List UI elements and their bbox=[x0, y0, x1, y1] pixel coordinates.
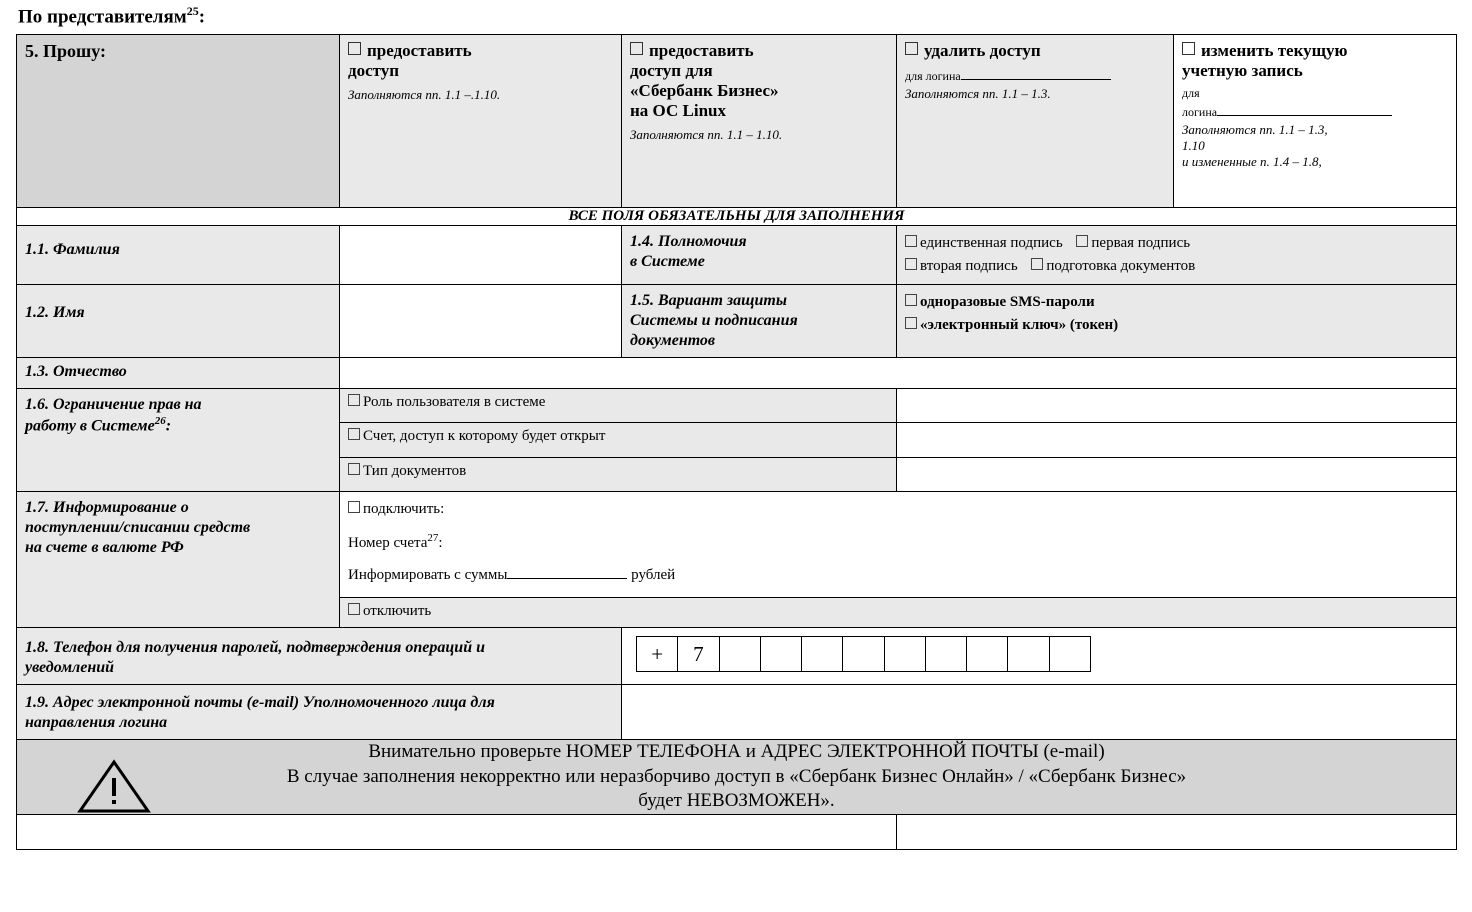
notifications-amount-line[interactable] bbox=[507, 566, 627, 579]
change-account-note-3: и измененные п. 1.4 – 1.8, bbox=[1182, 154, 1322, 169]
page-title bbox=[18, 4, 205, 28]
protection-option-token[interactable]: «электронный ключ» (токен) bbox=[905, 314, 1448, 337]
warning-line-3: будет НЕВОЗМОЖЕН». bbox=[638, 790, 835, 812]
row-surname-authority bbox=[17, 226, 1457, 285]
warning-line-2: В случае заполнения некорректно или неразборчиво доступ в «Сбербанк Бизнес Онлайн» / «Сбербанк Бизнес» bbox=[286, 765, 1187, 787]
field-protection-label-cell bbox=[622, 285, 897, 358]
warning-banner bbox=[17, 740, 1457, 815]
option-delete-access-title: удалить доступ bbox=[905, 41, 1165, 61]
phone-digit-cell[interactable] bbox=[843, 637, 884, 671]
field-name-label-cell bbox=[17, 285, 340, 358]
field-authority-label-cell bbox=[622, 226, 897, 285]
phone-number-boxes[interactable] bbox=[636, 636, 1091, 672]
field-email-label-cell bbox=[17, 685, 622, 740]
phone-digit-cell[interactable] bbox=[1050, 637, 1090, 671]
rights-limit-row-label-2[interactable]: Тип документов bbox=[340, 457, 897, 491]
protection-option-sms[interactable]: одноразовые SMS-пароли bbox=[905, 291, 1448, 314]
option-change-account[interactable] bbox=[1174, 35, 1457, 208]
change-account-login: логина bbox=[1182, 103, 1448, 120]
option-grant-access-linux-title: предоставить доступ для «Сбербанк Бизнес» на ОС Linux bbox=[630, 41, 779, 120]
option-grant-access[interactable] bbox=[340, 35, 622, 208]
phone-digit-cell[interactable] bbox=[802, 637, 843, 671]
warning-line-1: Внимательно проверьте НОМЕР ТЕЛЕФОНА и АДРЕС ЭЛЕКТРОННОЙ ПОЧТЫ (e-mail) bbox=[368, 741, 1105, 762]
phone-digit-cell[interactable]: 7 bbox=[678, 637, 719, 671]
phone-digit-cell[interactable] bbox=[885, 637, 926, 671]
checkbox-notifications-connect[interactable] bbox=[348, 501, 360, 513]
rights-limit-row-label-1[interactable]: Счет, доступ к которому будет открыт bbox=[340, 423, 897, 457]
row-notifications-connect bbox=[17, 492, 1457, 598]
checkbox-grant-access-linux[interactable] bbox=[630, 42, 643, 55]
field-surname-label: 1.1. Фамилия bbox=[25, 241, 120, 258]
field-protection-options-cell bbox=[897, 285, 1457, 358]
authority-options-row-2: вторая подпись подготовка документов bbox=[905, 255, 1448, 278]
row-section5 bbox=[17, 35, 1457, 208]
field-patronymic-label: 1.3. Отчество bbox=[25, 363, 127, 380]
option-grant-access-linux[interactable] bbox=[622, 35, 897, 208]
bottom-strip-right bbox=[897, 815, 1457, 850]
checkbox-notifications-disconnect[interactable] bbox=[348, 603, 360, 615]
phone-prefix-cell: + bbox=[637, 637, 678, 671]
field-rights-limit-label-cell bbox=[17, 389, 340, 492]
change-account-login-label-1: для bbox=[1182, 86, 1200, 100]
row-rights-limit-1 bbox=[17, 389, 1457, 423]
row-email bbox=[17, 685, 1457, 740]
field-protection-label: 1.5. Вариант защиты Системы и подписания документов bbox=[630, 292, 798, 349]
rights-limit-row-value-2[interactable] bbox=[897, 457, 1457, 491]
field-patronymic-label-cell bbox=[17, 358, 340, 389]
page-title-text: По представителям bbox=[18, 6, 187, 28]
option-delete-access[interactable] bbox=[897, 35, 1174, 208]
row-phone bbox=[17, 628, 1457, 685]
checkbox-second-signature[interactable] bbox=[905, 258, 917, 270]
authority-options-row-1: единственная подпись первая подпись bbox=[905, 232, 1448, 255]
rights-limit-row-value-0[interactable] bbox=[897, 389, 1457, 423]
option-delete-access-login: для логина bbox=[905, 67, 1165, 84]
rights-limit-row-value-1[interactable] bbox=[897, 423, 1457, 457]
option-delete-access-note: Заполняются пп. 1.1 – 1.3. bbox=[905, 86, 1051, 101]
notifications-disconnect-cell[interactable]: отключить bbox=[340, 598, 1457, 628]
field-phone-input-cell[interactable] bbox=[622, 628, 1457, 685]
checkbox-document-type[interactable] bbox=[348, 463, 360, 475]
field-phone-label: 1.8. Телефон для получения паролей, подтверждения операций и уведомлений bbox=[25, 639, 485, 676]
phone-digit-cell[interactable] bbox=[967, 637, 1008, 671]
notifications-connect-row[interactable]: подключить: bbox=[348, 501, 1448, 518]
notifications-amount-row: Информировать с суммы рублей bbox=[348, 567, 676, 583]
phone-digit-cell[interactable] bbox=[1008, 637, 1049, 671]
row-required-banner bbox=[17, 208, 1457, 226]
checkbox-delete-access[interactable] bbox=[905, 42, 918, 55]
row-patronymic bbox=[17, 358, 1457, 389]
application-form-table bbox=[16, 34, 1457, 850]
option-grant-access-note: Заполняются пп. 1.1 –.1.10. bbox=[348, 87, 501, 102]
notifications-connect-cell[interactable] bbox=[340, 492, 1457, 598]
warning-triangle-icon bbox=[77, 758, 151, 814]
field-authority-options-cell bbox=[897, 226, 1457, 285]
field-notifications-label-cell bbox=[17, 492, 340, 628]
rights-limit-row-label-0[interactable]: Роль пользователя в системе bbox=[340, 389, 897, 423]
section5-label: 5. Прошу: bbox=[25, 41, 106, 61]
notifications-account-row: Номер счета$^{27}$: bbox=[348, 532, 443, 551]
checkbox-user-role[interactable] bbox=[348, 394, 360, 406]
phone-digit-cell[interactable] bbox=[926, 637, 967, 671]
field-email-input[interactable] bbox=[622, 685, 1457, 740]
change-account-note-2: 1.10 bbox=[1182, 138, 1205, 153]
required-fields-banner: ВСЕ ПОЛЯ ОБЯЗАТЕЛЬНЫ ДЛЯ ЗАПОЛНЕНИЯ bbox=[17, 208, 1457, 226]
bottom-strip-left bbox=[17, 815, 897, 850]
row-warning bbox=[17, 740, 1457, 815]
page-title-footnote: 25 bbox=[186, 4, 199, 18]
checkbox-sms-passwords[interactable] bbox=[905, 294, 917, 306]
row-bottom-strip bbox=[17, 815, 1457, 850]
change-account-login-line[interactable] bbox=[1217, 103, 1392, 116]
checkbox-account-access[interactable] bbox=[348, 428, 360, 440]
field-rights-limit-label: 1.6. Ограничение прав на работу в Системе$^{26}$: bbox=[25, 396, 202, 435]
option-grant-access-title: предоставить доступ bbox=[348, 41, 472, 80]
phone-digit-cell[interactable] bbox=[720, 637, 761, 671]
delete-access-login-line[interactable] bbox=[961, 67, 1111, 80]
checkbox-electronic-key[interactable] bbox=[905, 317, 917, 329]
field-name-input[interactable] bbox=[340, 285, 622, 358]
field-patronymic-input[interactable] bbox=[340, 358, 1457, 389]
page-title-colon: : bbox=[198, 6, 206, 28]
field-notifications-label: 1.7. Информирование о поступлении/списании средств на счете в валюте РФ bbox=[25, 499, 251, 556]
field-email-label: 1.9. Адрес электронной почты (e-mail) Уполномоченного лица для направления логина bbox=[25, 694, 495, 731]
checkbox-change-account[interactable] bbox=[1182, 42, 1195, 55]
checkbox-document-preparation[interactable] bbox=[1031, 258, 1043, 270]
field-surname-input[interactable] bbox=[340, 226, 622, 285]
field-surname-label-cell bbox=[17, 226, 340, 285]
section5-label-cell bbox=[17, 35, 340, 208]
checkbox-grant-access[interactable] bbox=[348, 42, 361, 55]
change-account-note-1: Заполняются пп. 1.1 – 1.3, bbox=[1182, 122, 1328, 137]
row-name-protection bbox=[17, 285, 1457, 358]
field-authority-label: 1.4. Полномочия в Системе bbox=[630, 233, 747, 270]
checkbox-single-signature[interactable] bbox=[905, 235, 917, 247]
option-change-account-title: изменить текущую учетную запись bbox=[1182, 41, 1348, 80]
option-grant-access-linux-note: Заполняются пп. 1.1 – 1.10. bbox=[630, 127, 783, 142]
field-phone-label-cell bbox=[17, 628, 622, 685]
checkbox-first-signature[interactable] bbox=[1076, 235, 1088, 247]
field-name-label: 1.2. Имя bbox=[25, 304, 85, 321]
phone-digit-cell[interactable] bbox=[761, 637, 802, 671]
